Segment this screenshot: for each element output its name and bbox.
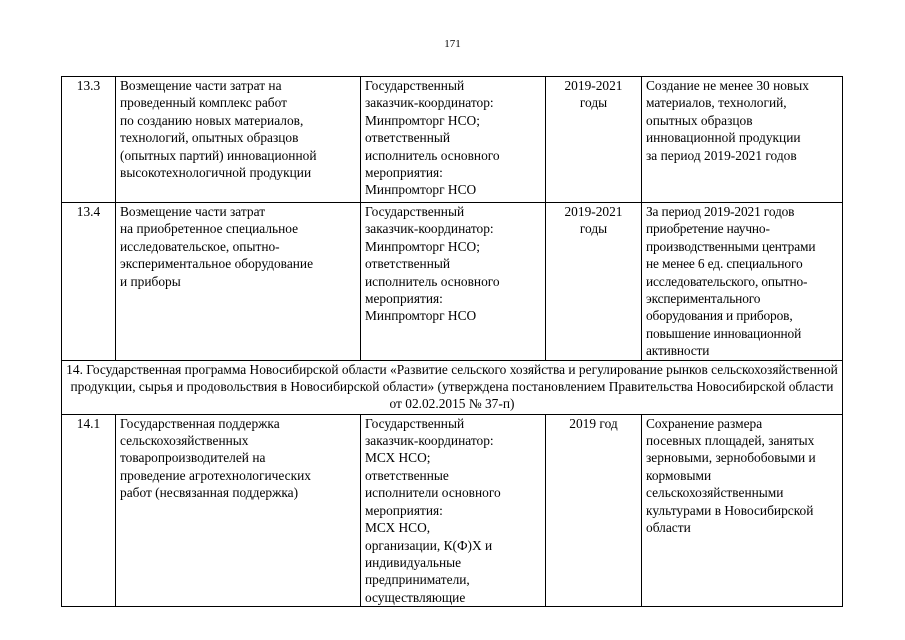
executor-cell: Государственный заказчик-координатор: Минпромторг НСО; ответственный исполнитель основного мероприятия: Минпромторг НСО <box>361 203 546 361</box>
section-header-row <box>62 360 843 414</box>
measure-cell: Государственная поддержка сельскохозяйственных товаропроизводителей на проведение агротехнологических работ (несвязанная поддержка) <box>116 414 361 606</box>
page-number: 171 <box>444 38 461 50</box>
measure-cell: Возмещение части затрат на проведенный комплекс работ по созданию новых материалов, технологий, опытных образцов (опытных партий) инновационной высокотехнологичной продукции <box>116 77 361 203</box>
section-title: 14. Государственная программа Новосибирской области «Развитие сельского хозяйства и регулирование рынков сельскохозяйственной продукции, сырья и продовольствия в Новосибирской области» (утверждена постановлением Правительства Новосибирской области от 02.02.2015 № 37-п) <box>62 360 843 414</box>
measure-cell: Возмещение части затрат на приобретенное специальное исследовательское, опытно- экспериментальное оборудование и приборы <box>116 203 361 361</box>
period-cell: 2019 год <box>546 414 642 606</box>
row-number: 13.4 <box>62 203 116 361</box>
executor-cell: Государственный заказчик-координатор: Минпромторг НСО; ответственный исполнитель основного мероприятия: Минпромторг НСО <box>361 77 546 203</box>
result-cell: Сохранение размера посевных площадей, занятых зерновыми, зернобобовыми и кормовыми сельскохозяйственными культурами в Новосибирской области <box>642 414 843 606</box>
result-cell: За период 2019-2021 годов приобретение научно- производственными центрами не менее 6 ед. специального исследовательского, опытно- экспериментального оборудования и приборов, повышение инновационной активности <box>642 203 843 361</box>
table-row <box>62 414 843 606</box>
period-cell: 2019-2021 годы <box>546 77 642 203</box>
table-row <box>62 203 843 361</box>
result-cell: Создание не менее 30 новых материалов, технологий, опытных образцов инновационной продукции за период 2019-2021 годов <box>642 77 843 203</box>
executor-cell: Государственный заказчик-координатор: МСХ НСО; ответственные исполнители основного мероприятия: МСХ НСО, организации, К(Ф)Х и индивидуальные предприниматели, осуществляющие <box>361 414 546 606</box>
row-number: 13.3 <box>62 77 116 203</box>
row-number: 14.1 <box>62 414 116 606</box>
measures-table <box>61 76 843 607</box>
table-row <box>62 77 843 203</box>
period-cell: 2019-2021 годы <box>546 203 642 361</box>
